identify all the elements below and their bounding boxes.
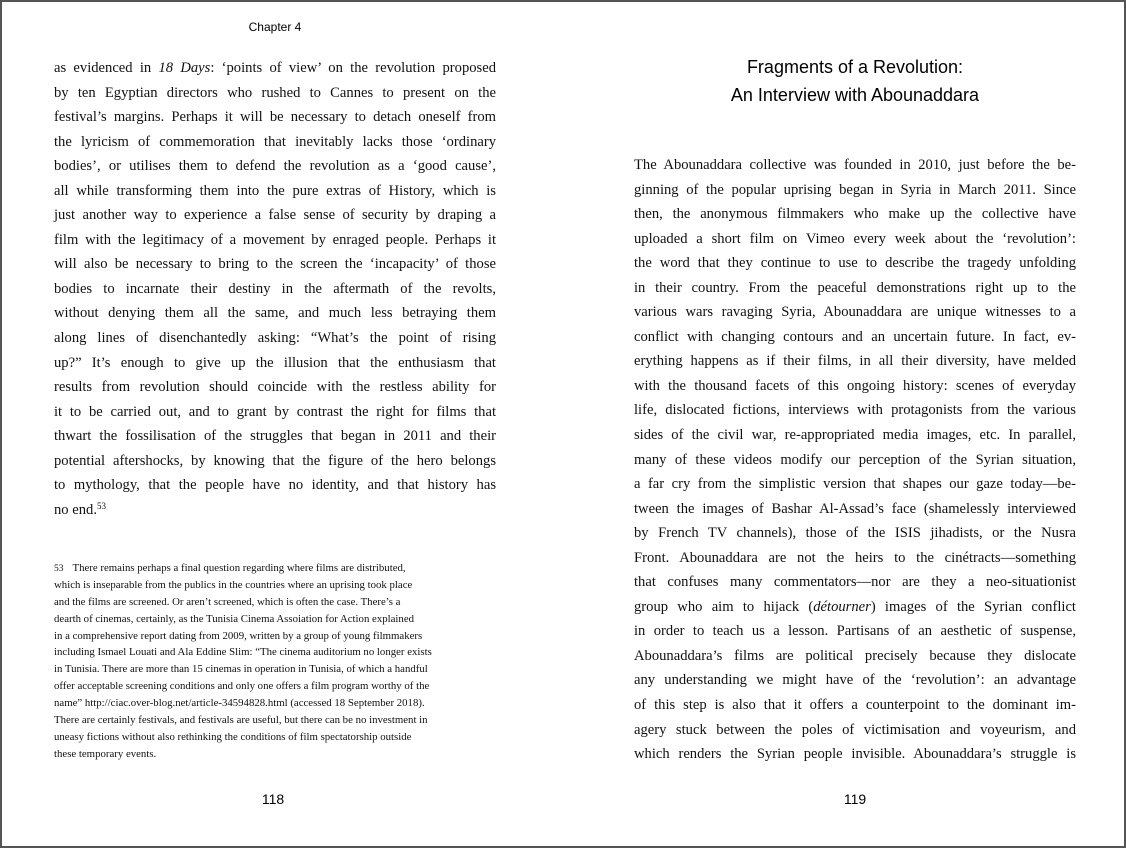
footnote-text: these temporary events. [54, 747, 157, 760]
text-line [634, 349, 1076, 374]
text-segment: no end. [54, 501, 97, 518]
text-line [54, 228, 496, 253]
footnote-text: uneasy fictions without also rethinking the conditions of film spectatorship outside [54, 730, 412, 743]
text-line [634, 472, 1076, 497]
footnote-line [54, 712, 494, 729]
text-line [54, 277, 496, 302]
text-segment: film with the legitimacy of a movement by enraged people. Perhaps it [54, 231, 496, 248]
footnote-line [54, 577, 494, 594]
text-line [634, 718, 1076, 743]
right-page-body-text [634, 153, 1076, 767]
text-line [54, 375, 496, 400]
text-line [54, 105, 496, 130]
footnote-line [54, 746, 494, 763]
text-line [54, 473, 496, 498]
text-segment: in their country. From the peaceful demonstrations right up to the [634, 279, 1076, 296]
text-line [634, 619, 1076, 644]
text-line [634, 276, 1076, 301]
text-line [634, 227, 1076, 252]
text-line [54, 400, 496, 425]
text-line [634, 497, 1076, 522]
text-segment: ginning of the popular uprising began in Syria in March 2011. Since [634, 181, 1076, 198]
text-line [634, 423, 1076, 448]
text-segment: a far cry from the simplistic version that shapes our gaze today—be- [634, 476, 1076, 493]
footnote-text: and the films are screened. Or aren’t screened, which is often the case. There’s a [54, 595, 401, 608]
text-segment: various wars ravaging Syria, Abounaddara are unique witnesses to a [634, 304, 1076, 321]
text-line [54, 203, 496, 228]
text-segment: to mythology, that the people have no identity, and that history has [54, 477, 496, 494]
footnote-line [54, 611, 494, 628]
text-segment: sides of the civil war, re-appropriated media images, etc. In parallel, [634, 427, 1076, 444]
text-line [634, 251, 1076, 276]
text-segment: ) images of the Syrian conflict [870, 598, 1076, 615]
text-segment: all while transforming them into the pure extras of History, which is [54, 182, 496, 199]
text-segment: thwart the fossilisation of the struggles that began in 2011 and their [54, 428, 496, 445]
footnote-text: There remains perhaps a final question regarding where films are distributed, [72, 562, 406, 574]
footnote-text: There are certainly festivals, and festivals are useful, but there can be no investment in [54, 714, 428, 727]
text-line [634, 521, 1076, 546]
text-segment: bodies to incarnate their destiny in the aftermath of the revolts, [54, 280, 496, 297]
text-line [634, 693, 1076, 718]
text-segment: up?” It’s enough to give up the illusion that the enthusiasm that [54, 354, 496, 371]
footnote-text: in a comprehensive report dating from 2009, written by a group of young filmmakers [54, 629, 423, 642]
text-line [54, 56, 496, 81]
text-segment: : ‘points of view’ on the revolution proposed [210, 60, 496, 76]
text-segment: Abounaddara’s films are political precisely because they dislocate [634, 647, 1076, 664]
text-segment: conflict with changing contours and an uncertain future. In fact, ev- [634, 328, 1076, 345]
text-segment: without denying them all the same, and much less betraying them [54, 305, 496, 322]
text-segment: festival’s margins. Perhaps it will be necessary to detach oneself from [54, 109, 496, 126]
footnote-text: in Tunisia. There are more than 15 cinemas in operation in Tunisia, of which a handful [54, 663, 428, 676]
text-segment: tween the images of Bashar Al-Assad’s face (shamelessly interviewed [634, 500, 1076, 517]
text-segment: many of these videos modify our perception of the Syrian situation, [634, 451, 1076, 468]
footnote-text: which is inseparable from the publics in the countries where an uprising took place [54, 578, 413, 591]
chapter-title-line-2: An Interview with Abounaddara [730, 85, 980, 105]
footnote-text: name” http://ciac.over-blog.net/article-34594828.html (accessed 18 September 2018). [54, 697, 425, 710]
text-line [634, 448, 1076, 473]
text-segment: the word that they continue to use to describe the tragedy unfolding [634, 255, 1076, 272]
text-line [54, 179, 496, 204]
text-line [634, 742, 1076, 767]
text-segment: then, the anonymous filmmakers who make up the collective have [634, 206, 1076, 223]
text-segment: group who aim to hijack ( [634, 598, 814, 615]
page-number-right: 119 [843, 791, 867, 807]
footnote-line [54, 594, 494, 611]
text-line [54, 154, 496, 179]
italic-title: 18 Days [158, 60, 211, 76]
text-line [634, 178, 1076, 203]
footnote-line [54, 695, 494, 712]
text-line [634, 374, 1076, 399]
text-segment: which renders the Syrian people invisible. Abounaddara’s struggle is [634, 746, 1076, 763]
text-line [634, 644, 1076, 669]
text-line [634, 153, 1076, 178]
footnote-text: including Ismael Louati and Ala Eddine Slim: “The cinema auditorium no longer exists [54, 646, 432, 659]
text-segment: it to be carried out, and to grant by contrast the right for films that [54, 403, 496, 420]
text-segment: bodies’, or utilises them to defend the revolution as a ‘good cause’, [54, 158, 496, 175]
footnote-line [54, 661, 494, 678]
text-line [54, 252, 496, 277]
text-line [54, 81, 496, 106]
footnote-reference: 53 [96, 500, 106, 511]
text-segment: along lines of disenchantedly asking: “What’s the point of rising [54, 330, 496, 347]
running-head: Chapter 4 [248, 20, 302, 34]
text-segment: just another way to experience a false sense of security by draping a [54, 207, 496, 224]
text-line [54, 424, 496, 449]
text-line [54, 301, 496, 326]
text-segment: by ten Egyptian directors who rushed to Cannes to present on the [54, 84, 496, 101]
text-segment: erything happens as if their films, in all their diversity, have melded [634, 353, 1076, 370]
text-segment: with the thousand facets of this ongoing history: scenes of everyday [634, 377, 1076, 394]
footnote-53 [54, 560, 494, 763]
text-line [54, 326, 496, 351]
text-segment: any understanding we might have of the ‘revolution’: an advantage [634, 672, 1076, 689]
text-segment: in order to teach us a lesson. Partisans of an aesthetic of suspense, [634, 623, 1076, 640]
footnote-line [54, 678, 494, 695]
italic-title: détourner [813, 598, 871, 615]
text-line [54, 351, 496, 376]
text-segment: that confuses many commentators—nor are they a neo-situationist [634, 574, 1076, 591]
footnote-line [54, 729, 494, 746]
text-segment: life, dislocated fictions, interviews with protagonists from the various [634, 402, 1076, 419]
text-segment: Front. Abounaddara are not the heirs to the cinétracts—something [634, 549, 1076, 566]
text-line [634, 570, 1076, 595]
text-segment: will also be necessary to bring to the screen the ‘incapacity’ of those [54, 256, 496, 273]
footnote-text: offer acceptable screening conditions and only one offers a film program worthy of the [54, 680, 430, 693]
text-segment: of this step is also that it offers a counterpoint to the dominant im- [634, 697, 1076, 714]
text-segment: by French TV channels), those of the ISIS jihadists, or the Nusra [634, 525, 1076, 542]
text-line [634, 668, 1076, 693]
text-line [634, 202, 1076, 227]
footnote-line [54, 644, 494, 661]
text-line [54, 130, 496, 155]
text-segment: the lyricism of commemoration that inevitably lacks those ‘ordinary [54, 133, 496, 150]
text-segment: results from revolution should coincide with the restless ability for [54, 379, 496, 396]
text-line [54, 498, 496, 523]
footnote-line [54, 628, 494, 645]
text-line [634, 300, 1076, 325]
footnote-text: dearth of cinemas, certainly, as the Tunisia Cinema Assoiation for Action explained [54, 612, 415, 625]
footnote-line [54, 560, 494, 577]
text-segment: agery stuck between the poles of victimisation and voyeurism, and [634, 721, 1076, 738]
text-segment: The Abounaddara collective was founded in 2010, just before the be- [634, 157, 1076, 173]
chapter-title-line-1: Fragments of a Revolution: [746, 57, 964, 77]
footnote-number: 53 [54, 564, 64, 574]
text-line [634, 595, 1076, 620]
left-page-body-text [54, 56, 496, 522]
text-segment: potential aftershocks, by knowing that the figure of the hero belongs [54, 452, 496, 469]
text-line [634, 398, 1076, 423]
page-number-left: 118 [261, 791, 285, 807]
text-line [634, 546, 1076, 571]
text-line [54, 449, 496, 474]
text-line [634, 325, 1076, 350]
text-segment: as evidenced in [54, 60, 159, 76]
text-segment: uploaded a short film on Vimeo every week about the ‘revolution’: [634, 230, 1076, 247]
